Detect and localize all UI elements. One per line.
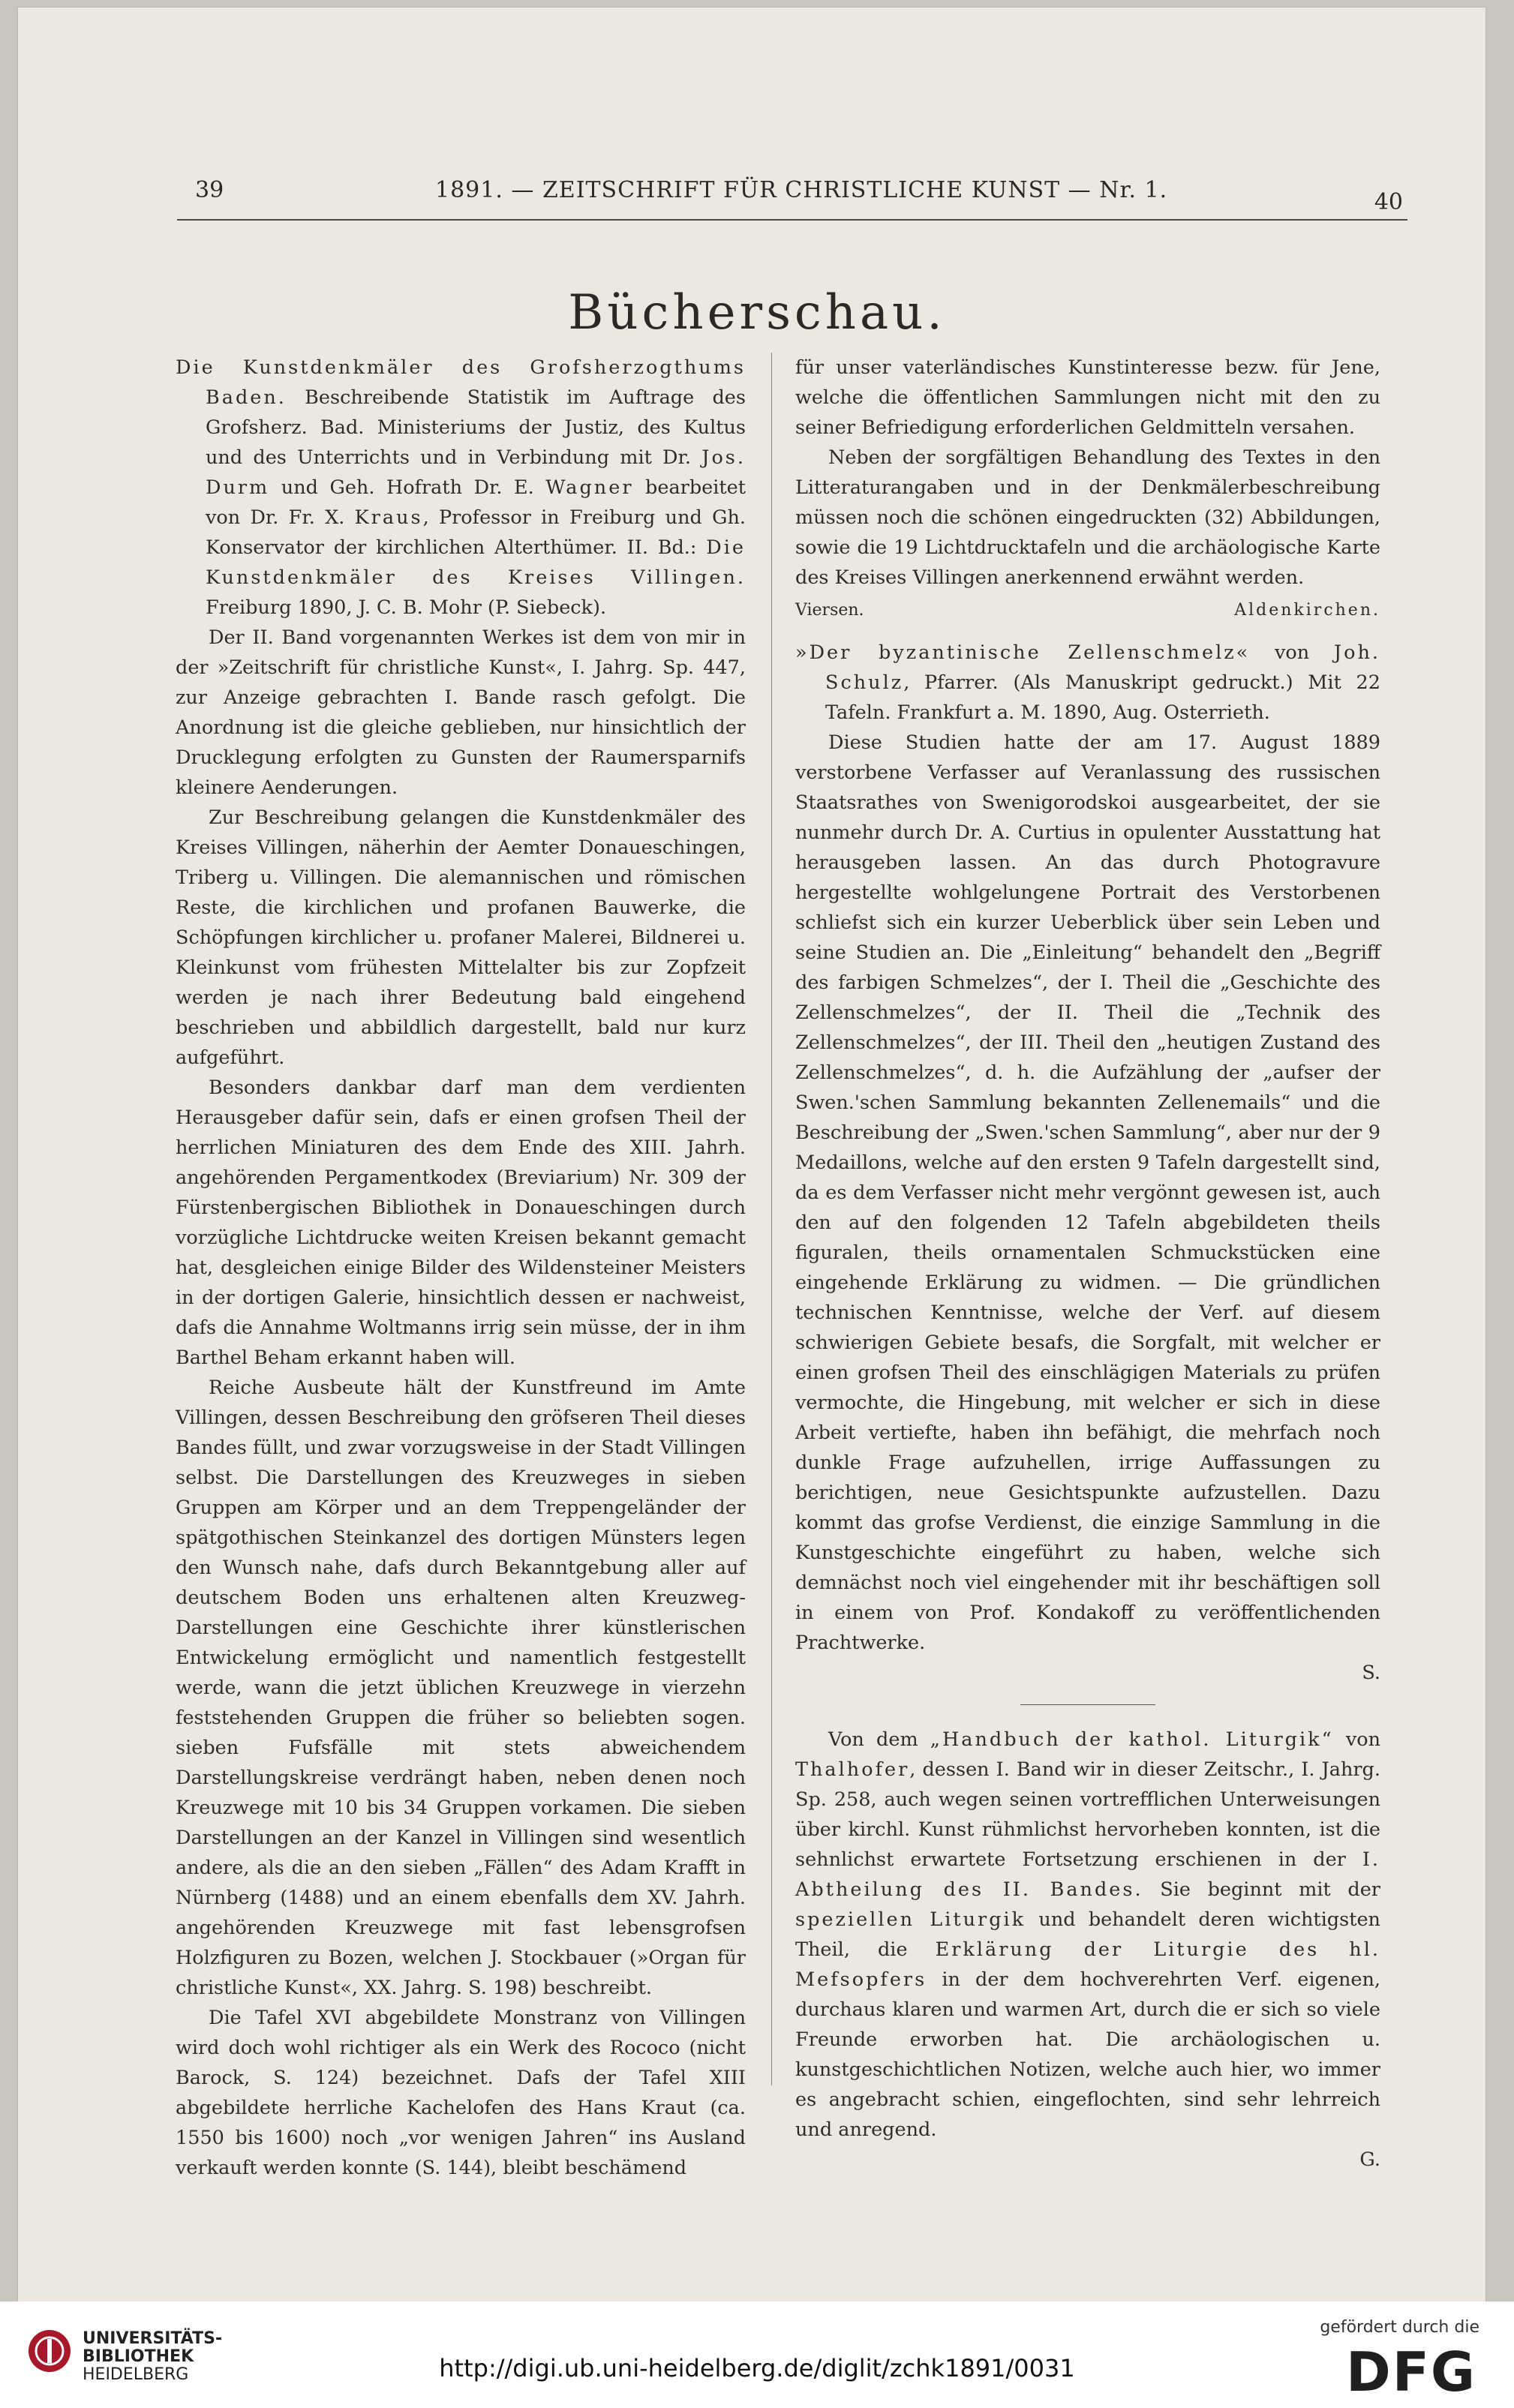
section-separator — [1020, 1704, 1155, 1705]
signature-s: S. — [1362, 1662, 1380, 1684]
paragraph: Zur Beschreibung gelangen die Kunstdenkmäler des Kreises Villingen, näherhin der Aemter Donaueschingen, Triberg u. Villingen. Die alemannischen und römischen Reste, die kirchlichen und profanen Bauwerke, die Schöpfungen kirchlicher u. profaner Malerei, Bildnerei u. Kleinkunst vom frühesten Mittelalter bis zur Zopfzeit werden je nach ihrer Bedeutung bald eingehend beschrieben und abbildlich dargestellt, bald nur kurz aufgeführt. — [176, 806, 746, 1069]
page-number-left: 39 — [195, 177, 224, 203]
page-number-right: 40 — [1374, 189, 1403, 215]
paragraph: Besonders dankbar darf man dem verdienten Herausgeber dafür sein, dafs er einen grofsen Theil der herrlichen Miniaturen des dem Ende des XIII. Jahrh. angehörenden Pergamentkodex (Breviarium) Nr. 309 der Fürstenbergischen Bibliothek in Donaueschingen durch vorzügliche Lichtdrucke weiten Kreisen bekannt gemacht hat, desgleichen einige Bilder des Wildensteiner Meisters in der dortigen Galerie, hinsichtlich dessen er nachweist, dafs die Annahme Woltmanns irrig sein müsse, der in ihm Barthel Beham erkannt haben will. — [176, 1076, 746, 1369]
left-column — [176, 353, 746, 2183]
paragraph: für unser vaterländisches Kunstinteresse bezw. für Jene, welche die öffentlichen Sammlungen nicht mit den zu seiner Befriedigung erforderlichen Geldmitteln versahen. — [795, 356, 1380, 439]
right-column — [795, 353, 1380, 2175]
signature-place: Viersen. — [795, 601, 864, 620]
signature-aldenkirchen — [795, 596, 1380, 626]
paragraph: Der II. Band vorgenannten Werkes ist dem von mir in der »Zeitschrift für christliche Kunst«, I. Jahrg. Sp. 447, zur Anzeige gebrachten I. Bande rasch gefolgt. Die Anordnung ist die gleiche geblieben, nur hinsichtlich der Drucklegung erfolgten zu Gunsten der Raumersparnifs kleinere Aenderungen. — [176, 626, 746, 799]
funding-label: gefördert durch die — [1320, 2318, 1479, 2337]
paragraph: Reiche Ausbeute hält der Kunstfreund im Amte Villingen, dessen Beschreibung den gröfseren Theil dieses Bandes füllt, und zwar vorzugsweise in der Stadt Villingen selbst. Die Darstellungen des Kreuzweges in sieben Gruppen am Körper und an dem Treppengeländer der spätgothischen Steinkanzel des dortigen Münsters legen den Wunsch nahe, dafs durch Bekanntgebung aller auf deutschem Boden uns erhaltenen alten Kreuzweg-Darstellungen eine Geschichte ihrer künstlerischen Entwickelung ermöglicht und namentlich festgestellt werde, wann die jetzt üblichen Kreuzwege in vierzehn feststehenden Gruppen die früher so beliebten sogen. sieben Fufsfälle mit stets abweichendem Darstellungskreise verdrängt haben, neben denen noch Kreuzwege mit 10 bis 34 Gruppen vorkamen. Die sieben Darstellungen an der Kanzel in Villingen sind wesentlich andere, als die an den sieben „Fällen“ des Adam Krafft in Nürnberg (1488) und an einem ebenfalls dem XV. Jahrh. angehörenden Kreuzwege mit fast lebensgrofsen Holzfiguren zu Bozen, welchen J. Stockbauer (»Organ für christliche Kunst«, XX. Jahrg. S. 198) beschreibt. — [176, 1377, 746, 1999]
review-title-zellenschmelz: »Der byzantinische Zellenschmelz« von Joh. Schulz, Pfarrer. (Als Manuskript gedruckt.) Mit 22 Tafeln. Frankfurt a. M. 1890, Aug. Osterrieth. — [795, 641, 1380, 724]
running-header — [173, 177, 1403, 215]
source-url-link[interactable]: http://digi.ub.uni-heidelberg.de/diglit/zchk1891/0031 — [439, 2354, 1075, 2382]
review-title-kunstdenkmaeler: Die Kunstdenkmäler des Grofsherzogthums Baden. Beschreibende Statistik im Auftrage des Grofsherz. Bad. Ministeriums der Justiz, des Kultus und des Unterrichts und in Verbindung mit Dr. Jos. Durm und Geh. Hofrath Dr. E. Wagner bearbeitet von Dr. Fr. X. Kraus, Professor in Freiburg und Gh. Konservator der kirchlichen Alterthümer. II. Bd.: Die Kunstdenkmäler des Kreises Villingen. Freiburg 1890, J. C. B. Mohr (P. Siebeck). — [176, 356, 746, 619]
paragraph: Neben der sorgfältigen Behandlung des Textes in den Litteraturangaben und in der Denkmälerbeschreibung müssen noch die schönen eingedruckten (32) Abbildungen, sowie die 19 Lichtdrucktafeln und die archäologische Karte des Kreises Villingen anerkennend erwähnt werden. — [795, 446, 1380, 589]
section-heading: Bücherschau. — [568, 285, 946, 341]
column-divider — [771, 353, 772, 2085]
signature-name: Aldenkirchen. — [1234, 601, 1380, 620]
signature-g: G. — [1359, 2148, 1380, 2171]
library-name: UNIVERSITÄTS- BIBLIOTHEK HEIDELBERG — [83, 2329, 223, 2384]
paragraph: Diese Studien hatte der am 17. August 1889 verstorbene Verfasser auf Veranlassung des russischen Staatsrathes von Swenigorodskoi ausgearbeitet, der sie nunmehr durch Dr. A. Curtius in opulenter Ausstattung hat herausgeben lassen. An das durch Photogravure hergestellte wohlgelungene Portrait des Verstorbenen schliefst sich ein kurzer Ueberblick über sein Leben und seine Studien an. Die „Einleitung“ behandelt den „Begriff des farbigen Schmelzes“, der I. Theil die „Geschichte des Zellenschmelzes“, der II. Theil die „Technik des Zellenschmelzes“, der III. Theil den „heutigen Zustand des Zellenschmelzes“, d. h. die Aufzählung der „aufser der Swen.'schen Sammlung bekannten Zellenemails“ und die Beschreibung der „Swen.'schen Sammlung“, aber nur der 9 Medaillons, welche auf den ersten 9 Tafeln dargestellt sind, da es dem Verfasser nicht mehr vergönnt gewesen ist, auch den auf den folgenden 12 Tafeln abgebildeten theils figuralen, theils ornamentalen Schmuckstücken eine eingehende Erklärung zu widmen. — Die gründlichen technischen Kenntnisse, welche der Verf. auf diesem schwierigen Gebiete besafs, die Sorgfalt, mit welcher er einen grofsen Theil des einschlägigen Materials zu prüfen vermochte, die Hingebung, mit welcher er sich in diese Arbeit vertiefte, haben ihn befähigt, die mehrfach noch dunkle Frage aufzuhellen, irrige Auffassungen zu berichtigen, neue Gesichtspunkte aufzustellen. Dazu kommt das grofse Verdienst, die einzige Sammlung in die Kunstgeschichte eingeführt zu haben, welche sich demnächst noch viel eingehender mit ihr beschäftigen soll in einem von Prof. Kondakoff zu veröffentlichenden Prachtwerke. — [795, 731, 1380, 1654]
header-rule — [177, 219, 1407, 221]
journal-title: 1891. — ZEITSCHRIFT FÜR CHRISTLICHE KUNST — Nr. 1. — [435, 177, 1168, 203]
paragraph: Die Tafel XVI abgebildete Monstranz von Villingen wird doch wohl richtiger als ein Werk des Rococo (nicht Barock, S. 124) bezeichnet. Dafs der Tafel XIII abgebildete herrliche Kachelofen des Hans Kraut (ca. 1550 bis 1600) noch „vor wenigen Jahren“ ins Ausland verkauft werden konnte (S. 144), bleibt beschämend — [176, 2007, 746, 2179]
dfg-logo: DFG — [1345, 2340, 1476, 2403]
review-liturgik: Von dem „Handbuch der kathol. Liturgik“ von Thalhofer, dessen I. Band wir in dieser Zeitschr., I. Jahrg. Sp. 258, auch wegen seinen vortrefflichen Unterweisungen über kirchl. Kunst rühmlichst hervorheben konnten, ist die sehnlichst erwartete Fortsetzung erschienen in der I. Abtheilung des II. Bandes. Sie beginnt mit der speziellen Liturgik und behandelt deren wichtigsten Theil, die Erklärung der Liturgie des hl. Mefsopfers in der dem hochverehrten Verf. eigenen, durchaus klaren und warmen Art, durch die er sich so viele Freunde erworben hat. Die archäologischen u. kunstgeschichtlichen Notizen, welche auch hier, wo immer es angebracht schien, eingeflochten, sind sehr lehrreich und anregend. — [795, 1728, 1380, 2141]
digitization-footer — [0, 2301, 1514, 2408]
